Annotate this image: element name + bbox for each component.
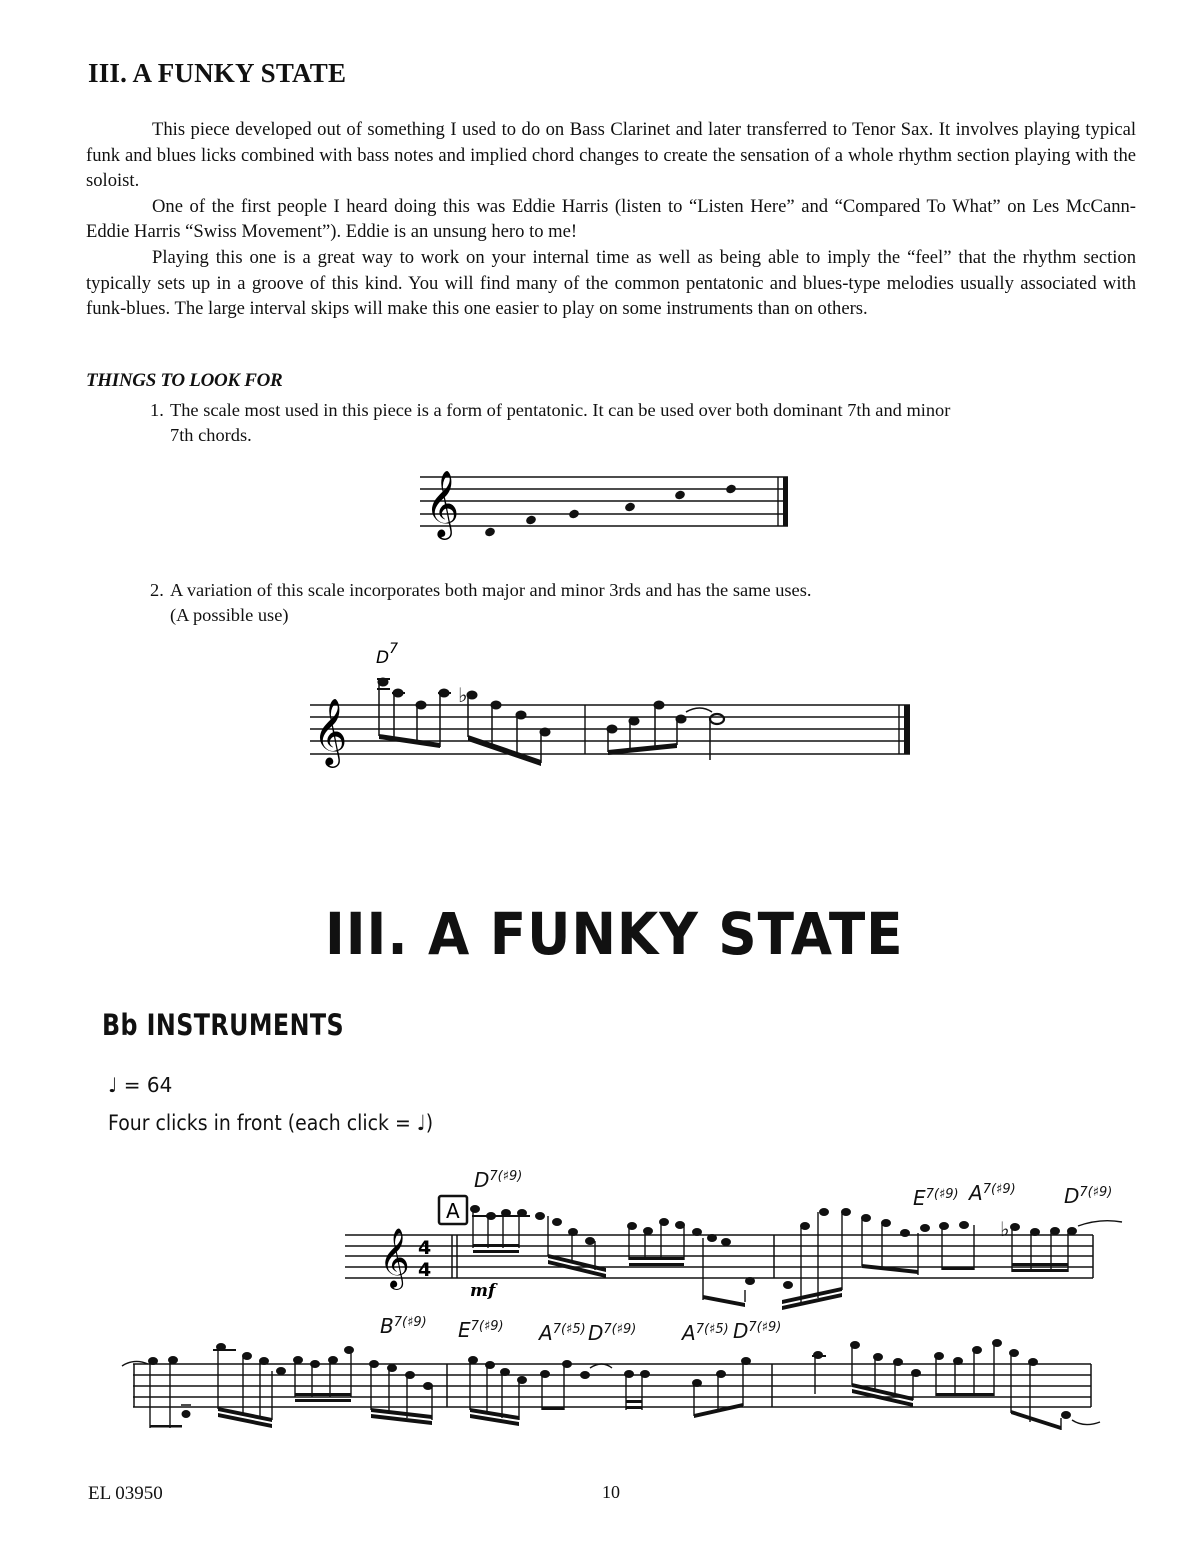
page-number: 10 — [602, 1482, 620, 1502]
things-to-look-for-heading: THINGS TO LOOK FOR — [86, 370, 283, 391]
instrument-label: Bb INSTRUMENTS — [102, 1008, 345, 1042]
chord-symbol: $D^{7(♯9)}$ — [1064, 1184, 1113, 1208]
intro-paragraph-2: One of the first people I heard doing this was Eddie Harris (listen to “Listen Here” and “Compared To What” on Les McCann-Eddie Harris “Swiss Movement”). Eddie is an unsung hero to me! — [86, 195, 1136, 243]
svg-text:A: A — [446, 1199, 460, 1223]
list-item-text-cont: (A possible use) — [170, 605, 289, 625]
list-item-text-cont: 7th chords. — [170, 425, 252, 445]
svg-text:♭: ♭ — [1000, 1217, 1010, 1241]
dynamic-marking: mf — [470, 1281, 496, 1301]
chord-symbol: $E^{7(♯9)}$ — [458, 1318, 504, 1342]
chord-symbol: $B^{7(♯9)}$ — [380, 1314, 427, 1338]
list-item-number: 1. — [150, 400, 164, 420]
section-heading: III. A FUNKY STATE — [88, 58, 347, 88]
list-item-number: 2. — [150, 580, 164, 600]
catalog-number: EL 03950 — [88, 1483, 163, 1504]
intro-paragraph-3: Playing this one is a great way to work on your internal time as well as being able to imply the “feel” that the rhythm section typically sets up in a groove of this kind. You will find many of the common pentatonic and blues-type melodies usually associated with funk-blues. The large interval skips will make this one easier to play on some instruments than on others. — [86, 246, 1136, 320]
treble-clef-icon: 𝄞 — [425, 469, 460, 537]
list-item-text: A variation of this scale incorporates both major and minor 3rds and has the same uses. — [170, 580, 812, 600]
chord-symbol: $A^{7(♯9)}$ — [969, 1181, 1016, 1205]
chord-symbol: $E^{7(♯9)}$ — [913, 1186, 959, 1210]
svg-text:4: 4 — [418, 1237, 432, 1259]
treble-clef-icon: 𝄞 — [313, 697, 348, 765]
chord-symbol: $D^7$ — [376, 641, 399, 668]
quarter-note-icon: ♩ — [108, 1073, 118, 1097]
svg-text:4: 4 — [418, 1259, 432, 1281]
treble-clef-icon: 𝄞 — [379, 1228, 410, 1288]
tempo-value: = 64 — [123, 1073, 173, 1097]
chord-symbol: $D^{7(♯9)}$ — [588, 1321, 637, 1345]
chord-symbol: $D^{7(♯9)}$ — [474, 1168, 523, 1192]
count-in-instruction: Four clicks in front (each click = ♩) — [108, 1111, 434, 1135]
system2-notes — [122, 1340, 1100, 1431]
svg-text:♭: ♭ — [458, 683, 468, 707]
intro-paragraph-1: This piece developed out of something I used to do on Bass Clarinet and later transferred to Tenor Sax. It involves playing typical funk and blues licks combined with bass notes and implied chord changes to create the sensation of a whole rhythm section playing with the soloist. — [86, 119, 1136, 192]
chord-symbol: $A^{7(♯5)}$ — [539, 1321, 586, 1345]
list-item-text: The scale most used in this piece is a form of pentatonic. It can be used over both dominant 7th and minor — [170, 400, 951, 420]
chord-symbol: $D^{7(♯9)}$ — [733, 1319, 782, 1343]
chart-title: III. A FUNKY STATE — [325, 900, 904, 968]
system2-chord-symbols — [380, 1314, 781, 1345]
chord-symbol: $A^{7(♯5)}$ — [682, 1321, 729, 1345]
